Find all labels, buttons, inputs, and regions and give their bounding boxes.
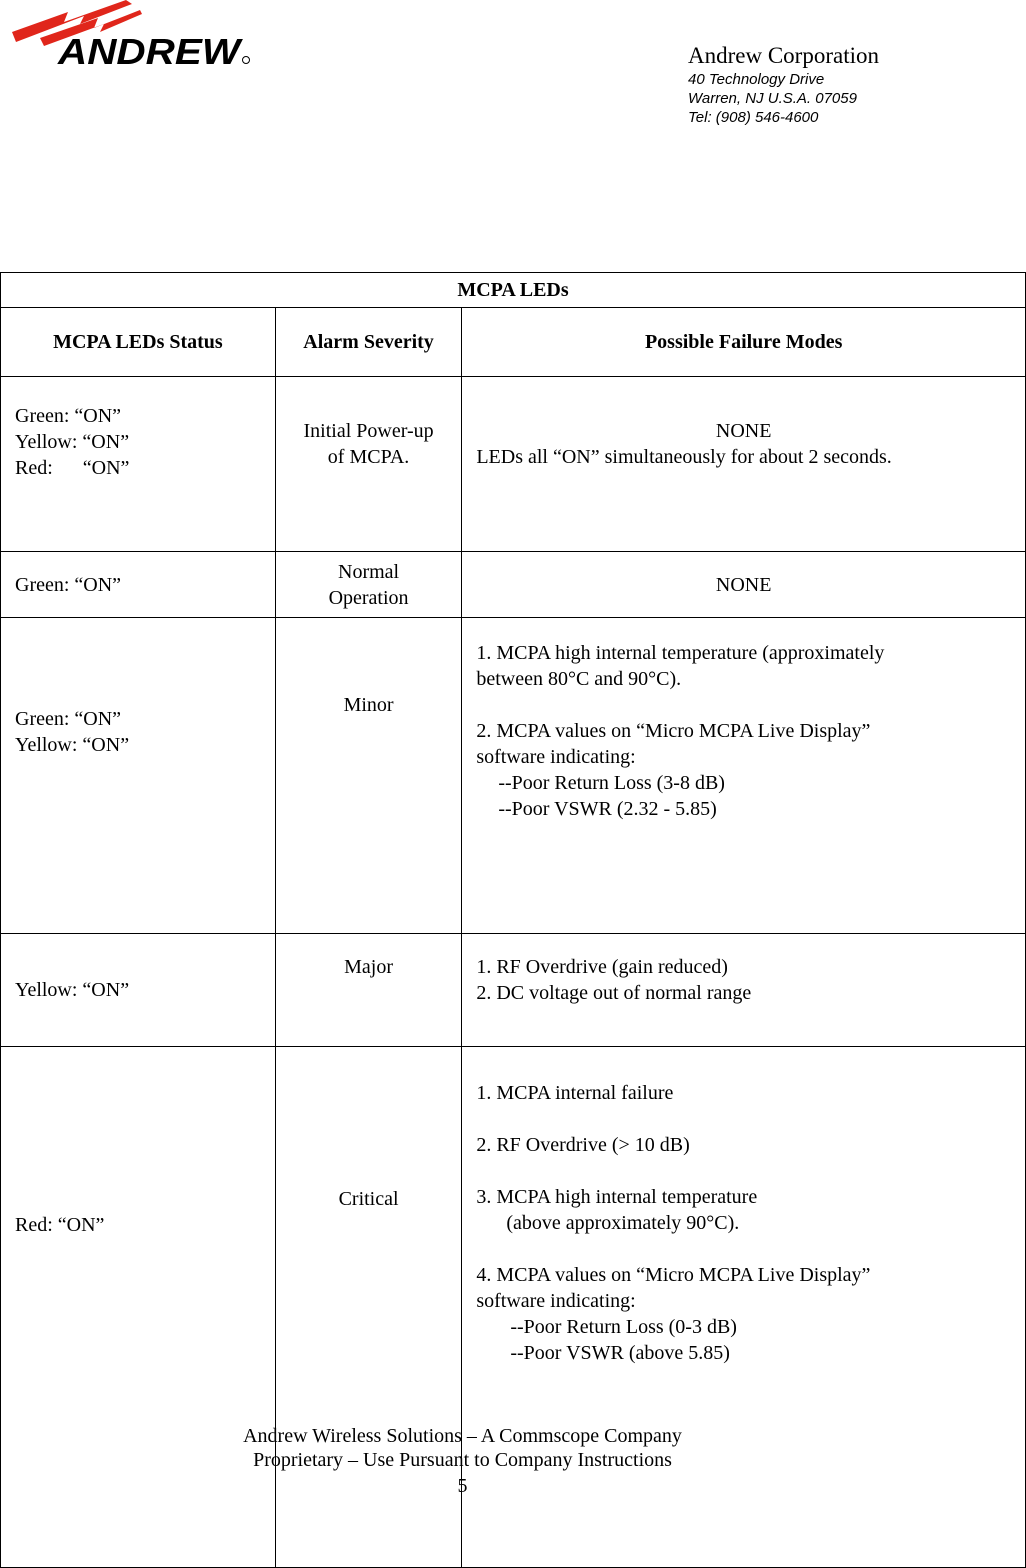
table-title: MCPA LEDs bbox=[1, 273, 1026, 308]
failure-modes-cell bbox=[462, 552, 1026, 618]
failure-mode-line: (above approximately 90°C). bbox=[506, 1212, 740, 1234]
failure-mode-line: 2. MCPA values on “Micro MCPA Live Display” bbox=[476, 720, 871, 742]
alarm-severity-cell bbox=[275, 552, 462, 618]
status-line: Yellow: “ON” bbox=[15, 979, 130, 1001]
company-name: Andrew Corporation bbox=[688, 43, 879, 68]
failure-mode-line: --Poor VSWR (above 5.85) bbox=[510, 1342, 730, 1364]
address-line-1: 40 Technology Drive bbox=[688, 71, 825, 88]
logo-wordmark: ANDREW bbox=[56, 31, 244, 72]
status-line: Green: “ON” bbox=[15, 573, 122, 596]
failure-mode-line: 1. RF Overdrive (gain reduced) bbox=[476, 956, 728, 978]
table-row bbox=[1, 552, 1026, 618]
status-line: Green: “ON” bbox=[15, 405, 122, 427]
led-status-cell bbox=[1, 377, 276, 552]
andrew-logo bbox=[10, 0, 250, 75]
failure-mode-line: between 80°C and 90°C). bbox=[476, 668, 682, 690]
header-status: MCPA LEDs Status bbox=[1, 308, 276, 377]
failure-mode-line: --Poor VSWR (2.32 - 5.85) bbox=[498, 798, 717, 820]
failure-mode-line: 3. MCPA high internal temperature bbox=[476, 1186, 758, 1208]
status-line: Green: “ON” bbox=[15, 708, 122, 730]
failure-modes-cell bbox=[462, 377, 1026, 552]
table-header-row bbox=[1, 308, 1026, 377]
header-failure-modes: Possible Failure Modes bbox=[462, 308, 1026, 377]
company-address-block bbox=[688, 42, 879, 127]
table-row bbox=[1, 377, 1026, 552]
failure-mode-line: 2. DC voltage out of normal range bbox=[476, 982, 752, 1004]
status-line: Red: “ON” bbox=[15, 457, 130, 479]
alarm-severity-cell bbox=[275, 618, 462, 934]
status-line: Yellow: “ON” bbox=[15, 734, 130, 756]
address-line-2: Warren, NJ U.S.A. 07059 bbox=[688, 90, 857, 107]
failure-mode-line: 1. MCPA high internal temperature (approximately bbox=[476, 642, 885, 664]
led-status-cell bbox=[1, 618, 276, 934]
failure-modes-cell bbox=[462, 618, 1026, 934]
table-row bbox=[1, 618, 1026, 934]
failure-mode-line: 2. RF Overdrive (> 10 dB) bbox=[476, 1134, 690, 1156]
header-severity: Alarm Severity bbox=[275, 308, 462, 377]
failure-mode-line: NONE bbox=[715, 420, 772, 442]
table-title-row bbox=[1, 273, 1026, 308]
failure-mode-line: software indicating: bbox=[476, 1290, 636, 1312]
status-line: Red: “ON” bbox=[15, 1214, 105, 1236]
severity-line: Operation bbox=[328, 586, 409, 609]
led-status-cell bbox=[1, 934, 276, 1047]
page-number: 5 bbox=[457, 1475, 468, 1497]
severity-line: Normal bbox=[338, 560, 400, 583]
failure-mode-line: NONE bbox=[715, 573, 772, 596]
severity-line: of MCPA. bbox=[327, 446, 410, 468]
footer-line-1: Andrew Wireless Solutions – A Commscope Company bbox=[243, 1425, 682, 1447]
mcpa-leds-table bbox=[0, 272, 1026, 1568]
led-status-cell bbox=[1, 552, 276, 618]
alarm-severity-cell bbox=[275, 934, 462, 1047]
severity-line: Major bbox=[344, 956, 393, 978]
failure-mode-line: --Poor Return Loss (0-3 dB) bbox=[510, 1316, 737, 1338]
severity-line: Minor bbox=[343, 694, 394, 716]
footer-line-2: Proprietary – Use Pursuant to Company Instructions bbox=[253, 1449, 672, 1471]
alarm-severity-cell bbox=[275, 377, 462, 552]
severity-line: Initial Power-up bbox=[303, 420, 434, 442]
failure-mode-line: LEDs all “ON” simultaneously for about 2 seconds. bbox=[476, 446, 892, 468]
failure-mode-line: --Poor Return Loss (3-8 dB) bbox=[498, 772, 725, 794]
status-line: Yellow: “ON” bbox=[15, 431, 130, 453]
registered-mark-icon bbox=[243, 57, 250, 64]
severity-line: Critical bbox=[338, 1188, 399, 1210]
failure-mode-line: 1. MCPA internal failure bbox=[476, 1082, 674, 1104]
phone-number: Tel: (908) 546-4600 bbox=[688, 109, 819, 126]
failure-mode-line: 4. MCPA values on “Micro MCPA Live Display” bbox=[476, 1264, 871, 1286]
table-row bbox=[1, 934, 1026, 1047]
failure-modes-cell bbox=[462, 934, 1026, 1047]
failure-mode-line: software indicating: bbox=[476, 746, 636, 768]
